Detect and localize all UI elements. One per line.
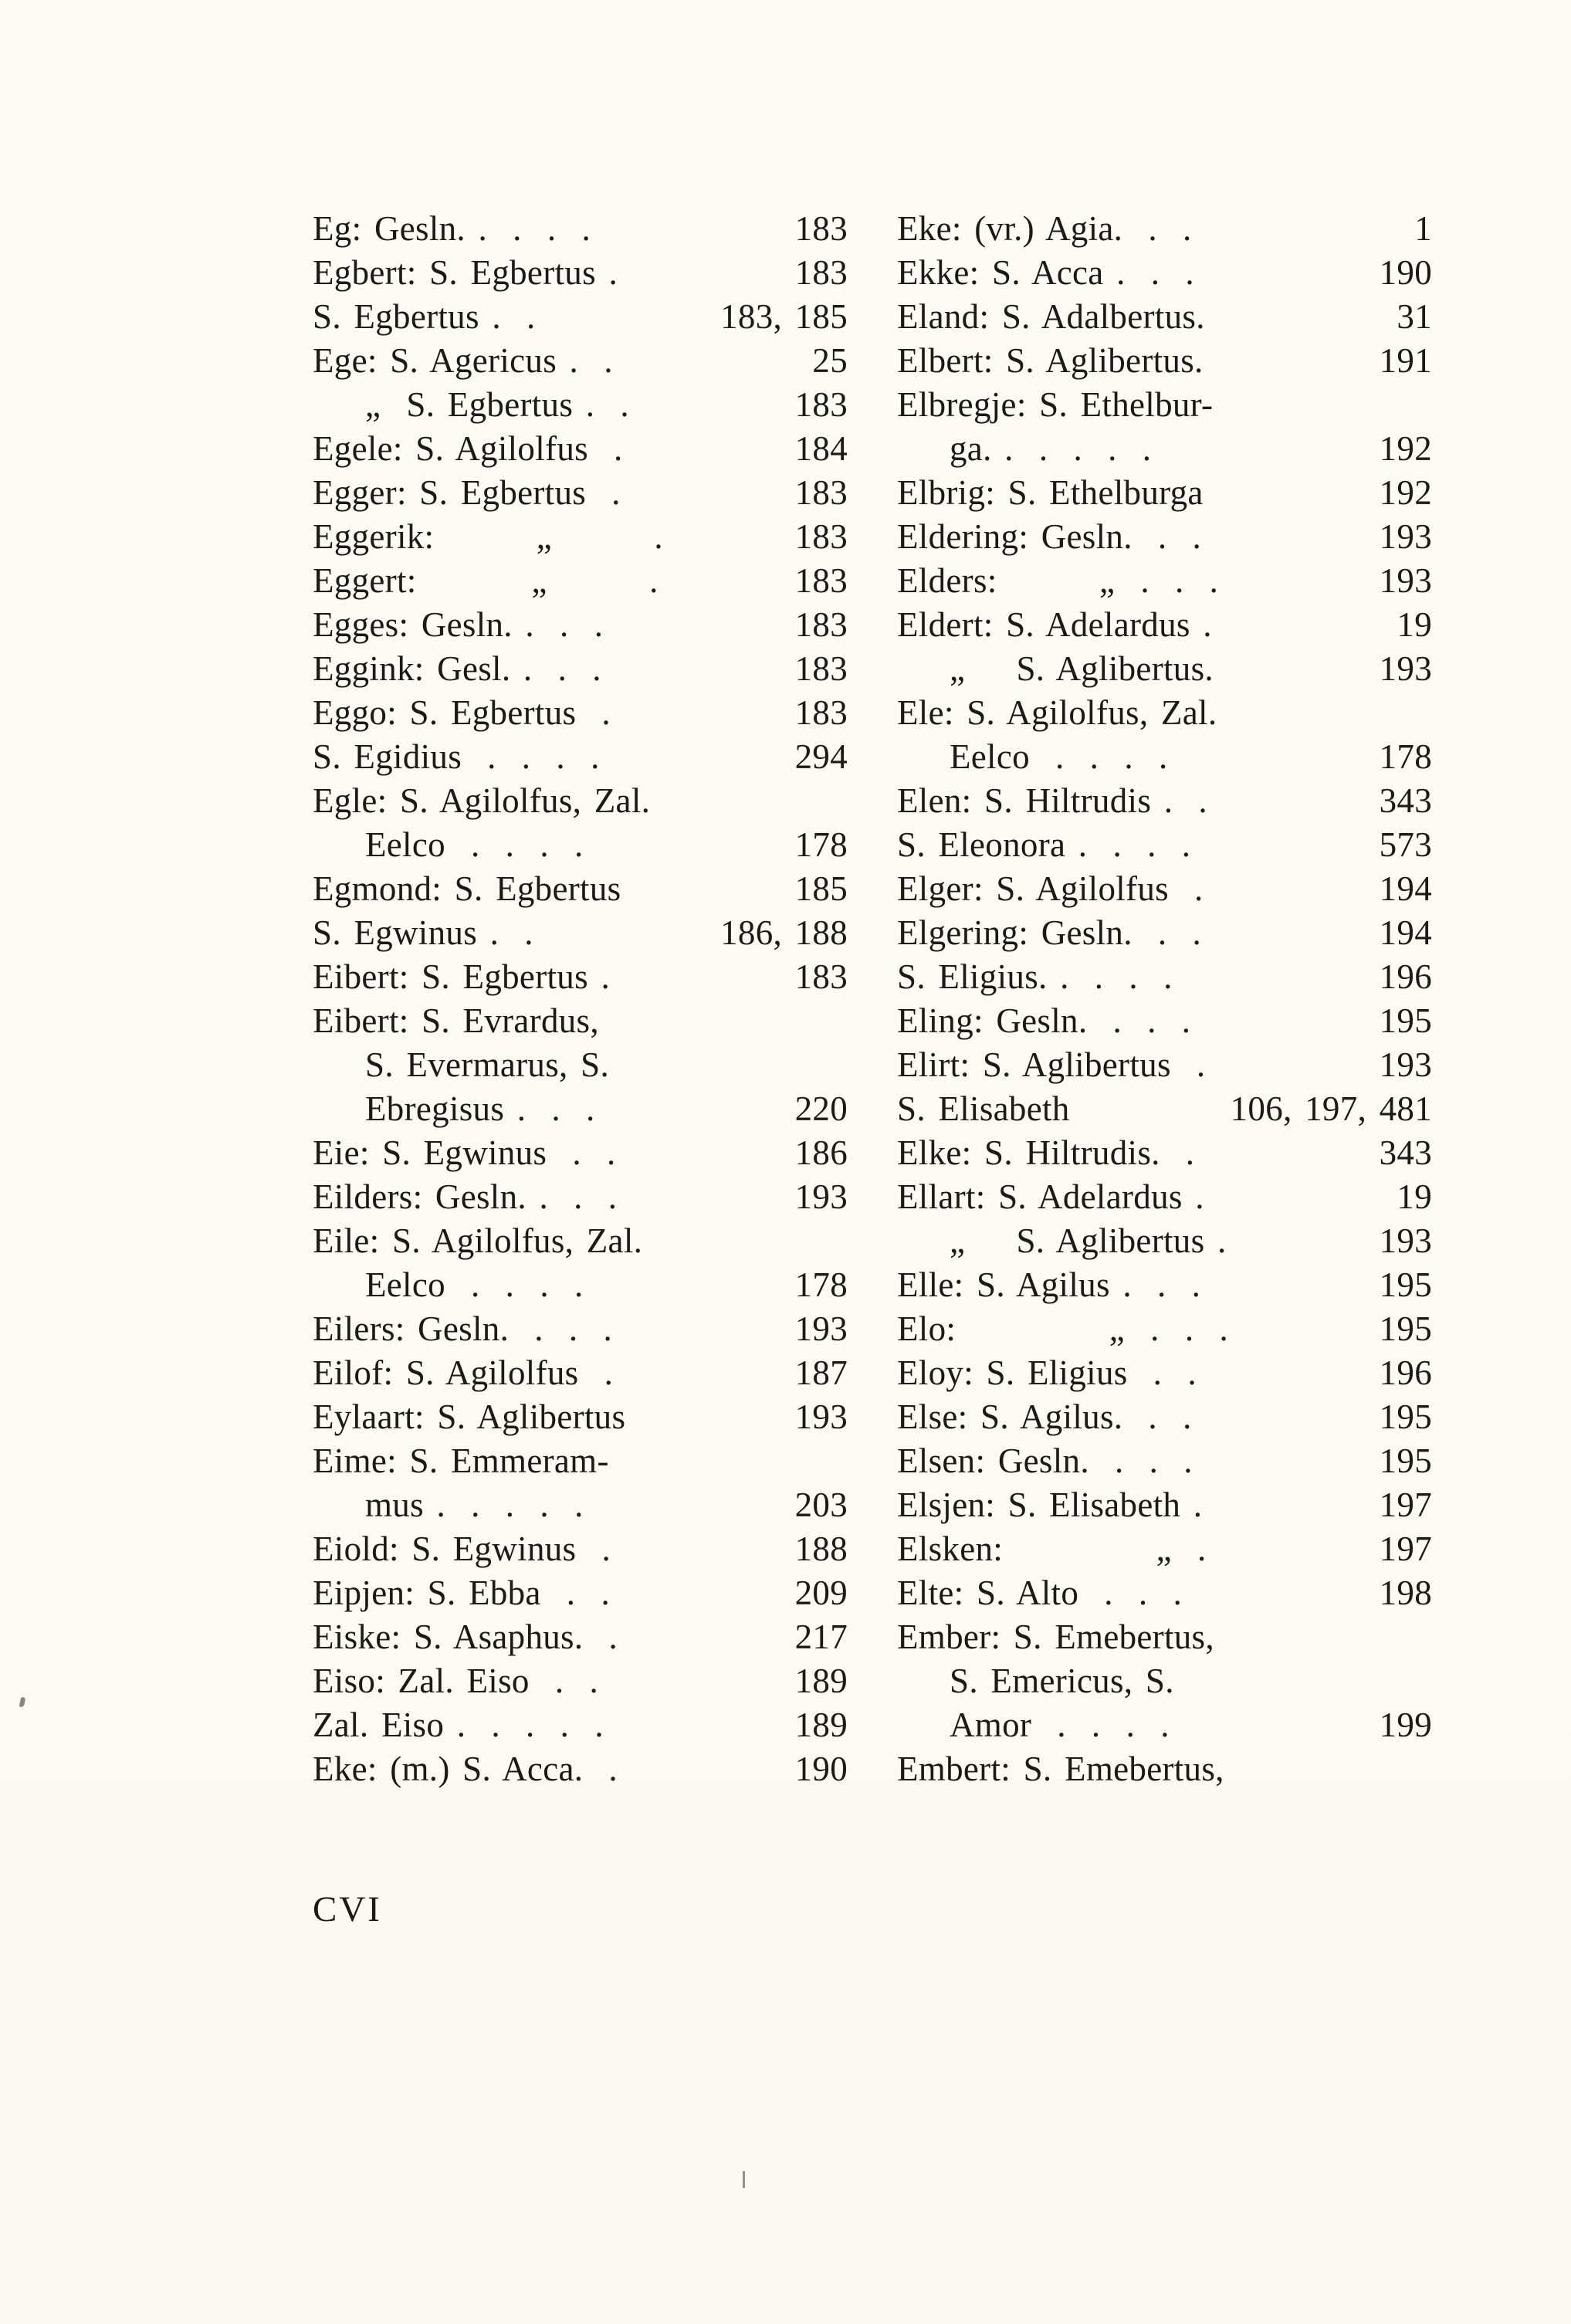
index-entry xyxy=(897,1527,1432,1571)
index-entry-text: Elle: S. Agilus . . . xyxy=(897,1265,1201,1304)
index-entry-page: 198 xyxy=(1379,1574,1432,1612)
index-entry-page: 183 xyxy=(794,209,848,248)
index-entry xyxy=(897,1219,1432,1263)
index-entry-page: 294 xyxy=(794,737,848,776)
scan-artifact-tick xyxy=(743,2171,745,2188)
index-entry-text: Egger: S. Egbertus . xyxy=(313,473,621,512)
index-entry-page: 189 xyxy=(794,1706,848,1744)
index-entry-text: Eiske: S. Asaphus. . xyxy=(313,1618,618,1656)
index-entry-page: 183 xyxy=(794,517,848,556)
index-entry-text: Ege: S. Agericus . . xyxy=(313,341,613,380)
index-entry-page: 195 xyxy=(1379,1001,1432,1040)
index-entry-page: 183 xyxy=(794,693,848,732)
index-entry xyxy=(897,1571,1432,1615)
index-entry xyxy=(897,427,1432,471)
index-entry-page: 31 xyxy=(1397,297,1432,336)
index-entry xyxy=(897,1043,1432,1087)
index-entry-text: Egle: S. Agilolfus, Zal. xyxy=(313,781,651,820)
index-entry-page: 25 xyxy=(812,341,848,380)
index-entry-text: Amor . . . . xyxy=(950,1706,1170,1744)
index-column-right xyxy=(897,207,1432,1791)
index-entry xyxy=(897,867,1432,911)
index-entry-text: Else: S. Agilus. . . xyxy=(897,1397,1192,1436)
index-entry-text: Egges: Gesln. . . . xyxy=(313,605,604,644)
index-entry-page: 190 xyxy=(1379,253,1432,292)
index-entry-page: 190 xyxy=(794,1750,848,1788)
index-entry xyxy=(313,1131,848,1175)
index-entry-page: 199 xyxy=(1379,1706,1432,1744)
index-entry xyxy=(313,515,848,559)
index-entry-page: 183 xyxy=(794,385,848,424)
index-entry xyxy=(897,823,1432,867)
index-entry-page: 183 xyxy=(794,561,848,600)
index-entry-page: 186, 188 xyxy=(720,913,848,952)
index-entry-text: Embert: S. Emebertus, xyxy=(897,1750,1224,1788)
index-entry xyxy=(313,339,848,383)
index-entry xyxy=(313,1439,848,1483)
index-entry-page: 183 xyxy=(794,605,848,644)
index-entry-text: Elbrig: S. Ethelburga xyxy=(897,473,1204,512)
index-entry-text: „ S. Aglibertus . xyxy=(950,1221,1227,1260)
index-entry xyxy=(313,251,848,295)
index-entry xyxy=(313,1263,848,1307)
index-entry-text: S. Egbertus . . xyxy=(313,297,536,336)
index-entry-text: Eelco . . . . xyxy=(365,825,584,864)
index-entry-page: 197 xyxy=(1379,1530,1432,1568)
index-entry xyxy=(313,999,848,1043)
index-entry-page: 195 xyxy=(1379,1265,1432,1304)
index-columns xyxy=(313,207,1432,1791)
index-entry-text: Ele: S. Agilolfus, Zal. xyxy=(897,693,1217,732)
index-entry xyxy=(897,1483,1432,1527)
index-entry xyxy=(897,999,1432,1043)
index-entry-text: Eelco . . . . xyxy=(365,1265,584,1304)
index-entry-text: Eelco . . . . xyxy=(950,737,1168,776)
index-entry-page: 19 xyxy=(1397,1177,1432,1216)
index-entry-text: „ S. Egbertus . . xyxy=(365,385,629,424)
index-entry-text: Eibert: S. Egbertus . xyxy=(313,957,610,996)
index-entry-text: Eldering: Gesln. . . xyxy=(897,517,1202,556)
index-entry-text: Eibert: S. Evrardus, xyxy=(313,1001,599,1040)
index-entry-page: 217 xyxy=(794,1618,848,1656)
index-entry xyxy=(897,955,1432,999)
index-entry-page: 343 xyxy=(1379,781,1432,820)
index-entry xyxy=(313,735,848,779)
index-entry-page: 193 xyxy=(1379,561,1432,600)
index-content xyxy=(313,207,1432,1791)
index-column-left xyxy=(313,207,848,1791)
index-entry-text: Elbert: S. Aglibertus. xyxy=(897,341,1204,380)
index-entry xyxy=(313,1395,848,1439)
index-entry-text: Egmond: S. Egbertus xyxy=(313,869,621,908)
index-entry-text: S. Eligius. . . . . xyxy=(897,957,1173,996)
index-entry-text: Eggo: S. Egbertus . xyxy=(313,693,611,732)
index-entry-text: Ekke: S. Acca . . . xyxy=(897,253,1194,292)
index-entry xyxy=(897,735,1432,779)
index-entry-page: 193 xyxy=(1379,1045,1432,1084)
index-entry-page: 178 xyxy=(794,1265,848,1304)
index-entry-text: S. Evermarus, S. xyxy=(365,1045,610,1084)
index-entry-text: Eke: (vr.) Agia. . . xyxy=(897,209,1192,248)
index-entry xyxy=(897,559,1432,603)
index-entry-page: 19 xyxy=(1397,605,1432,644)
index-entry xyxy=(897,471,1432,515)
index-entry-text: S. Elisabeth xyxy=(897,1089,1070,1128)
index-entry xyxy=(313,1219,848,1263)
index-entry-text: Ebregisus . . . xyxy=(365,1089,595,1128)
index-entry xyxy=(313,295,848,339)
index-entry xyxy=(897,1351,1432,1395)
index-entry xyxy=(313,823,848,867)
index-entry-text: Eipjen: S. Ebba . . xyxy=(313,1574,611,1612)
index-entry-text: Eilof: S. Agilolfus . xyxy=(313,1353,614,1392)
index-entry-page: 343 xyxy=(1379,1133,1432,1172)
index-entry-text: Zal. Eiso . . . . . xyxy=(313,1706,604,1744)
index-entry-text: mus . . . . . xyxy=(365,1486,584,1524)
index-entry-page: 193 xyxy=(794,1397,848,1436)
index-entry-text: Elders: „ . . . xyxy=(897,561,1219,600)
index-entry-page: 186 xyxy=(794,1133,848,1172)
index-entry xyxy=(313,779,848,823)
index-entry-text: Ellart: S. Adelardus . xyxy=(897,1177,1204,1216)
index-entry xyxy=(897,1263,1432,1307)
index-entry xyxy=(313,691,848,735)
index-entry xyxy=(897,647,1432,691)
index-entry-text: Eloy: S. Eligius . . xyxy=(897,1353,1197,1392)
index-entry xyxy=(897,339,1432,383)
page-number-label: CVI xyxy=(313,1889,382,1929)
index-entry xyxy=(313,1087,848,1131)
scan-artifact-speck xyxy=(19,1697,26,1708)
index-entry xyxy=(897,1175,1432,1219)
index-entry-page: 195 xyxy=(1379,1309,1432,1348)
index-entry-page: 220 xyxy=(794,1089,848,1128)
index-entry-text: Elsken: „ . xyxy=(897,1530,1207,1568)
index-entry-page: 193 xyxy=(794,1309,848,1348)
index-entry xyxy=(313,1703,848,1747)
index-entry-page: 184 xyxy=(794,429,848,468)
index-entry xyxy=(313,867,848,911)
index-entry-text: Elen: S. Hiltrudis . . xyxy=(897,781,1207,820)
index-entry xyxy=(897,1439,1432,1483)
index-entry-text: Eggerik: „ . xyxy=(313,517,663,556)
index-entry xyxy=(313,955,848,999)
index-entry xyxy=(313,1571,848,1615)
index-entry xyxy=(313,207,848,251)
index-entry-page: 183, 185 xyxy=(720,297,848,336)
index-entry-page: 193 xyxy=(1379,517,1432,556)
index-entry-page: 185 xyxy=(794,869,848,908)
index-entry-page: 178 xyxy=(1379,737,1432,776)
index-entry-text: Eling: Gesln. . . . xyxy=(897,1001,1191,1040)
index-entry xyxy=(897,1087,1432,1131)
index-entry-text: Egele: S. Agilolfus . xyxy=(313,429,623,468)
index-entry-text: Eilers: Gesln. . . . xyxy=(313,1309,613,1348)
index-entry xyxy=(313,1615,848,1659)
index-entry xyxy=(897,383,1432,427)
index-entry-text: Eg: Gesln. . . . . xyxy=(313,209,591,248)
index-entry-page: 193 xyxy=(1379,649,1432,688)
index-entry xyxy=(897,779,1432,823)
index-entry-text: Ember: S. Emebertus, xyxy=(897,1618,1214,1656)
index-entry-page: 1 xyxy=(1414,209,1432,248)
index-entry xyxy=(897,603,1432,647)
index-entry-text: Elsjen: S. Elisabeth . xyxy=(897,1486,1203,1524)
index-entry-text: S. Egwinus . . xyxy=(313,913,533,952)
index-entry-page: 197 xyxy=(1379,1486,1432,1524)
index-entry xyxy=(313,1659,848,1703)
index-entry xyxy=(897,515,1432,559)
index-entry-text: S. Egidius . . . . xyxy=(313,737,600,776)
index-entry xyxy=(313,1483,848,1527)
index-entry-text: Elke: S. Hiltrudis. . xyxy=(897,1133,1195,1172)
index-entry-text: Elgering: Gesln. . . xyxy=(897,913,1202,952)
index-entry xyxy=(313,1307,848,1351)
index-entry xyxy=(897,1131,1432,1175)
index-entry xyxy=(897,207,1432,251)
index-entry xyxy=(313,1527,848,1571)
index-entry-text: Elsen: Gesln. . . . xyxy=(897,1441,1193,1480)
index-entry xyxy=(897,1307,1432,1351)
index-entry-text: Elo: „ . . . xyxy=(897,1309,1229,1348)
index-entry-page: 196 xyxy=(1379,957,1432,996)
index-entry-page: 194 xyxy=(1379,913,1432,952)
index-entry-page: 178 xyxy=(794,825,848,864)
index-entry-page: 193 xyxy=(794,1177,848,1216)
index-entry-text: Eile: S. Agilolfus, Zal. xyxy=(313,1221,643,1260)
index-entry-text: Eland: S. Adalbertus. xyxy=(897,297,1205,336)
index-entry xyxy=(313,1043,848,1087)
index-entry-text: S. Eleonora . . . . xyxy=(897,825,1191,864)
index-entry-text: Elbregje: S. Ethelbur- xyxy=(897,385,1214,424)
index-entry-text: Elte: S. Alto . . . xyxy=(897,1574,1183,1612)
index-entry xyxy=(313,603,848,647)
index-entry xyxy=(897,1615,1432,1659)
index-entry-page: 106, 197, 481 xyxy=(1230,1089,1432,1128)
index-entry-text: Eilders: Gesln. . . . xyxy=(313,1177,618,1216)
index-entry xyxy=(897,1703,1432,1747)
index-entry-page: 203 xyxy=(794,1486,848,1524)
index-entry-text: Eiold: S. Egwinus . xyxy=(313,1530,611,1568)
index-entry xyxy=(313,911,848,955)
index-entry-text: ga. . . . . . xyxy=(950,429,1152,468)
index-entry-text: S. Emericus, S. xyxy=(950,1662,1174,1700)
index-entry xyxy=(897,1659,1432,1703)
index-entry-text: Eggert: „ . xyxy=(313,561,659,600)
index-entry xyxy=(313,647,848,691)
index-entry-page: 183 xyxy=(794,253,848,292)
index-entry-text: Eggink: Gesl. . . . xyxy=(313,649,601,688)
index-entry-text: Eiso: Zal. Eiso . . xyxy=(313,1662,599,1700)
index-entry-page: 191 xyxy=(1379,341,1432,380)
index-entry-text: „ S. Aglibertus. xyxy=(950,649,1214,688)
index-entry-page: 209 xyxy=(794,1574,848,1612)
index-entry xyxy=(313,1747,848,1791)
index-entry-page: 189 xyxy=(794,1662,848,1700)
index-entry xyxy=(897,251,1432,295)
index-entry-text: Eime: S. Emmeram- xyxy=(313,1441,609,1480)
index-entry-page: 195 xyxy=(1379,1441,1432,1480)
index-entry xyxy=(313,471,848,515)
index-entry-text: Eldert: S. Adelardus . xyxy=(897,605,1212,644)
index-entry xyxy=(313,427,848,471)
index-entry-page: 188 xyxy=(794,1530,848,1568)
index-entry-text: Elger: S. Agilolfus . xyxy=(897,869,1204,908)
index-entry xyxy=(313,559,848,603)
index-entry xyxy=(313,383,848,427)
index-entry-page: 196 xyxy=(1379,1353,1432,1392)
index-entry-page: 573 xyxy=(1379,825,1432,864)
index-entry xyxy=(313,1351,848,1395)
index-entry-page: 192 xyxy=(1379,429,1432,468)
index-entry xyxy=(897,295,1432,339)
index-entry-text: Elirt: S. Aglibertus . xyxy=(897,1045,1206,1084)
index-entry-text: Egbert: S. Egbertus . xyxy=(313,253,618,292)
index-entry-page: 192 xyxy=(1379,473,1432,512)
index-entry xyxy=(897,1395,1432,1439)
index-entry xyxy=(897,1747,1432,1791)
index-entry xyxy=(897,691,1432,735)
index-entry-page: 187 xyxy=(794,1353,848,1392)
index-entry-page: 195 xyxy=(1379,1397,1432,1436)
index-entry-page: 183 xyxy=(794,957,848,996)
index-entry-text: Eylaart: S. Aglibertus xyxy=(313,1397,626,1436)
index-entry-page: 194 xyxy=(1379,869,1432,908)
index-entry xyxy=(313,1175,848,1219)
index-entry xyxy=(897,911,1432,955)
index-entry-text: Eie: S. Egwinus . . xyxy=(313,1133,616,1172)
index-entry-page: 183 xyxy=(794,473,848,512)
index-entry-page: 193 xyxy=(1379,1221,1432,1260)
index-entry-text: Eke: (m.) S. Acca. . xyxy=(313,1750,618,1788)
index-entry-page: 183 xyxy=(794,649,848,688)
